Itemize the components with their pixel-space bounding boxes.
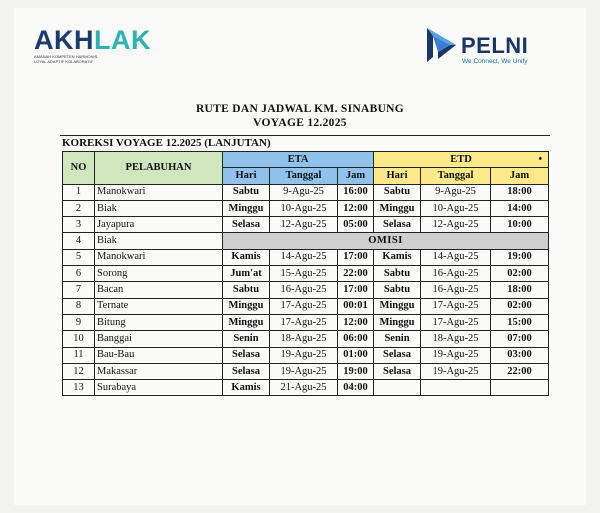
etd-date: 12-Agu-25 bbox=[421, 217, 491, 233]
eta-time: 12:00 bbox=[338, 314, 374, 330]
table-row bbox=[63, 380, 549, 396]
etd-date: 17-Agu-25 bbox=[421, 314, 491, 330]
eta-time: 16:00 bbox=[338, 184, 374, 200]
akhlak-tagline: AMANAH KOMPETEN HARMONIS bbox=[34, 54, 98, 59]
eta-time: 12:00 bbox=[338, 200, 374, 216]
eta-day: Minggu bbox=[223, 314, 270, 330]
etd-marker: • bbox=[538, 154, 542, 165]
eta-time: 17:00 bbox=[338, 249, 374, 265]
akhlak-tagline-2: LOYAL ADAPTIF KOLABORATIF bbox=[34, 59, 94, 64]
etd-date-header: Tanggal bbox=[421, 168, 491, 184]
etd-time: 15:00 bbox=[491, 314, 549, 330]
eta-time: 01:00 bbox=[338, 347, 374, 363]
etd-day-header: Hari bbox=[374, 168, 421, 184]
etd-time: 14:00 bbox=[491, 200, 549, 216]
port-name: Bacan bbox=[95, 282, 223, 298]
row-number: 5 bbox=[63, 249, 95, 265]
etd-date: 14-Agu-25 bbox=[421, 249, 491, 265]
eta-date: 14-Agu-25 bbox=[270, 249, 338, 265]
etd-date: 19-Agu-25 bbox=[421, 347, 491, 363]
row-number: 6 bbox=[63, 266, 95, 282]
etd-date: 16-Agu-25 bbox=[421, 266, 491, 282]
row-number: 2 bbox=[63, 200, 95, 216]
pelni-arrow-icon bbox=[424, 26, 458, 64]
voyage-title: VOYAGE 12.2025 bbox=[253, 117, 347, 129]
row-number: 3 bbox=[63, 217, 95, 233]
eta-day: Kamis bbox=[223, 380, 270, 396]
etd-time: 18:00 bbox=[491, 184, 549, 200]
etd-day: Kamis bbox=[374, 249, 421, 265]
column-header-no: NO bbox=[63, 152, 95, 185]
eta-date: 19-Agu-25 bbox=[270, 347, 338, 363]
table-row bbox=[63, 298, 549, 314]
etd-date: 17-Agu-25 bbox=[421, 298, 491, 314]
correction-subtitle: KOREKSI VOYAGE 12.2025 (LANJUTAN) bbox=[62, 137, 271, 149]
etd-time: 07:00 bbox=[491, 331, 549, 347]
etd-time bbox=[491, 380, 549, 396]
eta-date: 17-Agu-25 bbox=[270, 314, 338, 330]
etd-day: Sabtu bbox=[374, 184, 421, 200]
row-number: 9 bbox=[63, 314, 95, 330]
divider bbox=[60, 135, 550, 136]
port-name: Biak bbox=[95, 233, 223, 249]
etd-day: Senin bbox=[374, 331, 421, 347]
eta-time: 04:00 bbox=[338, 380, 374, 396]
etd-time: 02:00 bbox=[491, 298, 549, 314]
etd-date: 10-Agu-25 bbox=[421, 200, 491, 216]
etd-time: 19:00 bbox=[491, 249, 549, 265]
etd-date: 19-Agu-25 bbox=[421, 363, 491, 379]
table-row bbox=[63, 282, 549, 298]
etd-day: Minggu bbox=[374, 314, 421, 330]
table-row bbox=[63, 347, 549, 363]
eta-date: 21-Agu-25 bbox=[270, 380, 338, 396]
eta-day: Sabtu bbox=[223, 282, 270, 298]
schedule-body bbox=[63, 184, 549, 396]
table-row bbox=[63, 363, 549, 379]
port-name: Manokwari bbox=[95, 249, 223, 265]
port-name: Jayapura bbox=[95, 217, 223, 233]
row-number: 11 bbox=[63, 347, 95, 363]
port-name: Bitung bbox=[95, 314, 223, 330]
table-row bbox=[63, 184, 549, 200]
etd-day: Sabtu bbox=[374, 282, 421, 298]
etd-time: 10:00 bbox=[491, 217, 549, 233]
etd-day: Selasa bbox=[374, 347, 421, 363]
eta-time: 22:00 bbox=[338, 266, 374, 282]
eta-day: Kamis bbox=[223, 249, 270, 265]
row-number: 8 bbox=[63, 298, 95, 314]
eta-date: 12-Agu-25 bbox=[270, 217, 338, 233]
column-header-port: PELABUHAN bbox=[95, 152, 223, 185]
etd-day: Minggu bbox=[374, 200, 421, 216]
akhlak-logo bbox=[34, 26, 151, 64]
column-header-eta: ETA bbox=[223, 152, 374, 168]
port-name: Bau-Bau bbox=[95, 347, 223, 363]
table-row bbox=[63, 249, 549, 265]
eta-day: Senin bbox=[223, 331, 270, 347]
eta-date: 17-Agu-25 bbox=[270, 298, 338, 314]
eta-day: Selasa bbox=[223, 347, 270, 363]
etd-time: 18:00 bbox=[491, 282, 549, 298]
eta-time: 06:00 bbox=[338, 331, 374, 347]
eta-day: Selasa bbox=[223, 217, 270, 233]
akhlak-wordmark: AKHLAK bbox=[34, 25, 151, 55]
table-row bbox=[63, 331, 549, 347]
row-number: 12 bbox=[63, 363, 95, 379]
eta-date: 19-Agu-25 bbox=[270, 363, 338, 379]
etd-time: 02:00 bbox=[491, 266, 549, 282]
etd-day: Selasa bbox=[374, 217, 421, 233]
port-name: Banggai bbox=[95, 331, 223, 347]
pelni-wordmark: PELNI bbox=[461, 33, 529, 58]
eta-date: 15-Agu-25 bbox=[270, 266, 338, 282]
etd-time-header: Jam bbox=[491, 168, 549, 184]
port-name: Sorong bbox=[95, 266, 223, 282]
etd-day: Minggu bbox=[374, 298, 421, 314]
eta-time: 05:00 bbox=[338, 217, 374, 233]
port-name: Ternate bbox=[95, 298, 223, 314]
port-name: Makassar bbox=[95, 363, 223, 379]
table-row bbox=[63, 266, 549, 282]
row-number: 13 bbox=[63, 380, 95, 396]
etd-time: 03:00 bbox=[491, 347, 549, 363]
eta-time-header: Jam bbox=[338, 168, 374, 184]
port-name: Manokwari bbox=[95, 184, 223, 200]
schedule-table bbox=[62, 151, 549, 396]
eta-date-header: Tanggal bbox=[270, 168, 338, 184]
eta-day: Jum'at bbox=[223, 266, 270, 282]
eta-date: 9-Agu-25 bbox=[270, 184, 338, 200]
column-header-etd bbox=[374, 152, 549, 168]
row-number: 10 bbox=[63, 331, 95, 347]
etd-day: Sabtu bbox=[374, 266, 421, 282]
eta-time: 19:00 bbox=[338, 363, 374, 379]
row-number: 4 bbox=[63, 233, 95, 249]
table-row bbox=[63, 217, 549, 233]
eta-date: 10-Agu-25 bbox=[270, 200, 338, 216]
table-row bbox=[63, 233, 549, 249]
eta-date: 18-Agu-25 bbox=[270, 331, 338, 347]
etd-label: ETD bbox=[450, 153, 472, 165]
row-number: 7 bbox=[63, 282, 95, 298]
pelni-tagline: We Connect, We Unify bbox=[462, 58, 528, 65]
etd-time: 22:00 bbox=[491, 363, 549, 379]
table-row bbox=[63, 200, 549, 216]
port-name: Biak bbox=[95, 200, 223, 216]
etd-date: 16-Agu-25 bbox=[421, 282, 491, 298]
eta-day: Minggu bbox=[223, 200, 270, 216]
page-title: RUTE DAN JADWAL KM. SINABUNG bbox=[195, 103, 405, 115]
port-name: Surabaya bbox=[95, 380, 223, 396]
pelni-logo bbox=[424, 24, 554, 74]
eta-date: 16-Agu-25 bbox=[270, 282, 338, 298]
row-number: 1 bbox=[63, 184, 95, 200]
eta-time: 00:01 bbox=[338, 298, 374, 314]
etd-date: 18-Agu-25 bbox=[421, 331, 491, 347]
eta-day: Selasa bbox=[223, 363, 270, 379]
eta-time: 17:00 bbox=[338, 282, 374, 298]
eta-day: Sabtu bbox=[223, 184, 270, 200]
table-row bbox=[63, 314, 549, 330]
omisi-label: OMISI bbox=[223, 233, 549, 249]
eta-day-header: Hari bbox=[223, 168, 270, 184]
etd-date bbox=[421, 380, 491, 396]
etd-day bbox=[374, 380, 421, 396]
etd-day: Selasa bbox=[374, 363, 421, 379]
etd-date: 9-Agu-25 bbox=[421, 184, 491, 200]
eta-day: Minggu bbox=[223, 298, 270, 314]
